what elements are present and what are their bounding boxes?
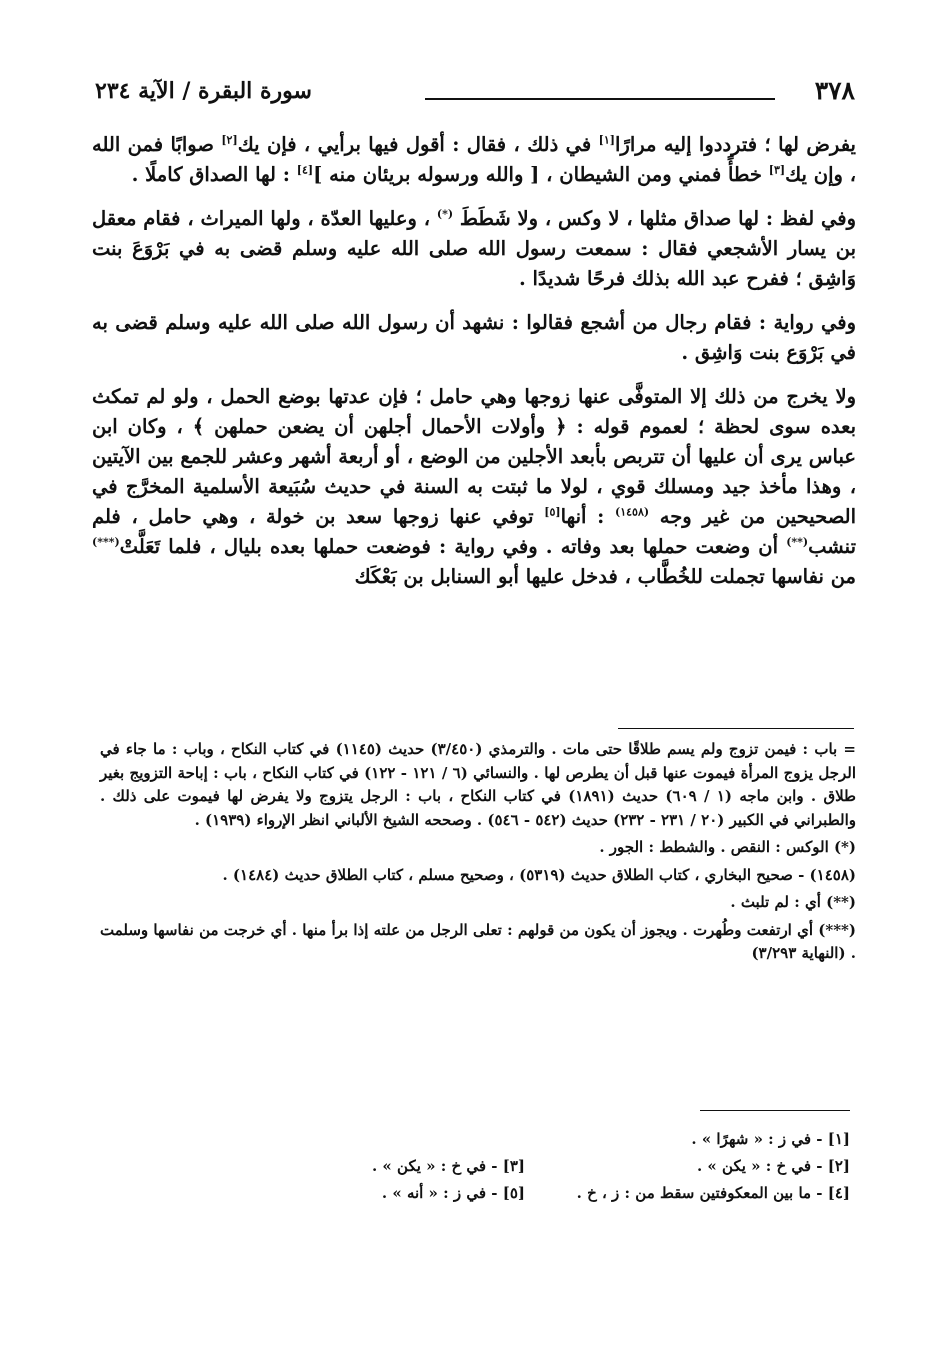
variant-note: [٣] - في خ : « يكن » .	[371, 1157, 525, 1175]
text-run: خطأً فمني ومن الشيطان ، [ والله ورسوله بريئان منه ]	[313, 163, 769, 186]
variant-note: [٥] - في ز : « أنه » .	[381, 1184, 525, 1202]
text-run: من نفاسها تجملت للخُطَّاب ، فدخل عليها أبو السنابل بن بَعْكَك	[354, 565, 856, 588]
variant-marker: [٤]	[296, 163, 314, 177]
text-run: : أنها	[560, 505, 616, 528]
text-run: وفي لفظ : لها صداق مثلها ، لا وكس ، ولا شَطَطَ	[453, 207, 856, 230]
text-run: يفرض لها ؛ فترددوا إليه مرارًا	[614, 133, 856, 156]
footnote: (*) الوكس : النقص . والشطط : الجور .	[599, 838, 856, 856]
footnote-marker: (*)	[436, 207, 454, 221]
variant-marker: [٥]	[544, 505, 561, 519]
paragraph	[92, 308, 856, 368]
variant-note: [٢] - في خ : « يكن » .	[696, 1157, 850, 1175]
variants-separator	[700, 1110, 850, 1111]
footnote: (***) أي ارتفعت وطُهرت . ويجوز أن يكون من قولهم : تعلى الرجل من علته إذا برأ منها . أي خرجت من نفاسها وسلمت . (النهاية ٣/٢٩٣)	[100, 920, 856, 962]
page-header	[95, 76, 855, 116]
paragraph	[92, 130, 856, 190]
variant-note	[200, 1126, 525, 1153]
text-run: صوابًا فمن الله ، وإن يك	[92, 133, 856, 186]
surah-title: سورة البقرة / الآية ٢٣٤	[95, 78, 312, 104]
variant-marker: [٢]	[221, 133, 238, 147]
text-run: ، وعليها العدّة ، ولها الميراث ، فقام معقل بن يسار الأشجعي فقال : سمعت رسول الله صلى الله عليه وسلم قضى به في بَرْوَعَ بنت وَاشِق ؛ ففرح عبد الله بذلك فرحًا شديدًا .	[92, 207, 856, 290]
variant-row	[200, 1180, 850, 1207]
page-number: ٣٧٨	[814, 76, 855, 105]
footnote-marker: (***)	[92, 535, 120, 549]
variant-note: [٤] - ما بين المعكوفتين سقط من : ز ، خ .	[576, 1184, 850, 1202]
footnote-marker: (**)	[786, 535, 809, 549]
variant-row	[200, 1126, 850, 1153]
variant-note: [١] - في ز : « شهرًا » .	[691, 1130, 850, 1148]
main-text	[92, 130, 856, 606]
text-run: أن وضعت حملها بعد وفاته . وفي رواية : فوضعت حملها بعده بليال ، فلما تَعَلَّتْ	[119, 535, 787, 558]
text-run: في ذلك ، فقال : أقول فيها برأيي ، فإن يك	[237, 133, 599, 156]
variant-row	[200, 1153, 850, 1180]
footnote: (**) أي : لم تلبث .	[730, 893, 856, 911]
footnotes	[100, 738, 856, 970]
paragraph	[92, 382, 856, 592]
text-run: توفي عنها زوجها سعد بن خولة ، وهي حامل ، فلم تنشب	[92, 505, 856, 558]
manuscript-variants	[200, 1126, 850, 1207]
variant-marker: [٣]	[768, 163, 786, 177]
paragraph	[92, 204, 856, 294]
text-run: : لها الصداق كاملًا .	[131, 163, 297, 186]
variant-marker: [١]	[598, 133, 615, 147]
footnote: (١٤٥٨) - صحيح البخاري ، كتاب الطلاق حديث (٥٣١٩) ، وصحيح مسلم ، كتاب الطلاق حديث (١٤٨٤) .	[222, 865, 856, 884]
footnote-marker: (١٤٥٨)	[615, 505, 650, 519]
text-run: ولا يخرج من ذلك إلا المتوفَّى عنها زوجها وهي حامل ؛ فإن عدتها بوضع الحمل ، ولو لم تمكث بعده سوى لحظة ؛ لعموم قوله : ﴿ وأولات الأحمال أجلهن أن يضعن حملهن ﴾ ، وكان ابن عباس يرى أن عليها أن تتربص بأبعد الأجلين من الوضع ، أو أربعة أشهر وعشر للجمع بين الآيتين ، وهذا مأخذ جيد ومسلك قوي ، لولا ما ثبتت به السنة في حديث سُبَيعة الأسلمية المخرَّج في الصحيحين من غير وجه	[92, 385, 856, 528]
text-run: وفي رواية : فقام رجال من أشجع فقالوا : نشهد أن رسول الله صلى الله عليه وسلم قضى به في بَرْوَع بنت وَاشِق .	[92, 311, 856, 364]
footnote: = باب : فيمن تزوج ولم يسم طلاقًا حتى مات . والترمذي (٣/٤٥٠) حديث (١١٤٥) في كتاب النكاح ، وباب : ما جاء في الرجل يزوج المرأة فيموت عنها قبل أن يطرص لها . والنسائي (٦ / ١٢١ - ١٢٢) في كتاب النكاح ، باب : إباحة التزويج بغير طلاق . وابن ماجه (١ / ٦٠٩) حديث (١٨٩١) في كتاب النكاح ، باب : الرجل يتزوج ولا يفرض لها فيموت على ذلك . والطبراني في الكبير (٢٠ / ٢٣١ - ٢٣٢) حديث (٥٤٢ - ٥٤٦) . وصححه الشيخ الألباني انظر الإرواء (١٩٣٩) .	[100, 740, 856, 829]
footnote-separator	[618, 728, 854, 729]
header-rule	[425, 98, 775, 100]
